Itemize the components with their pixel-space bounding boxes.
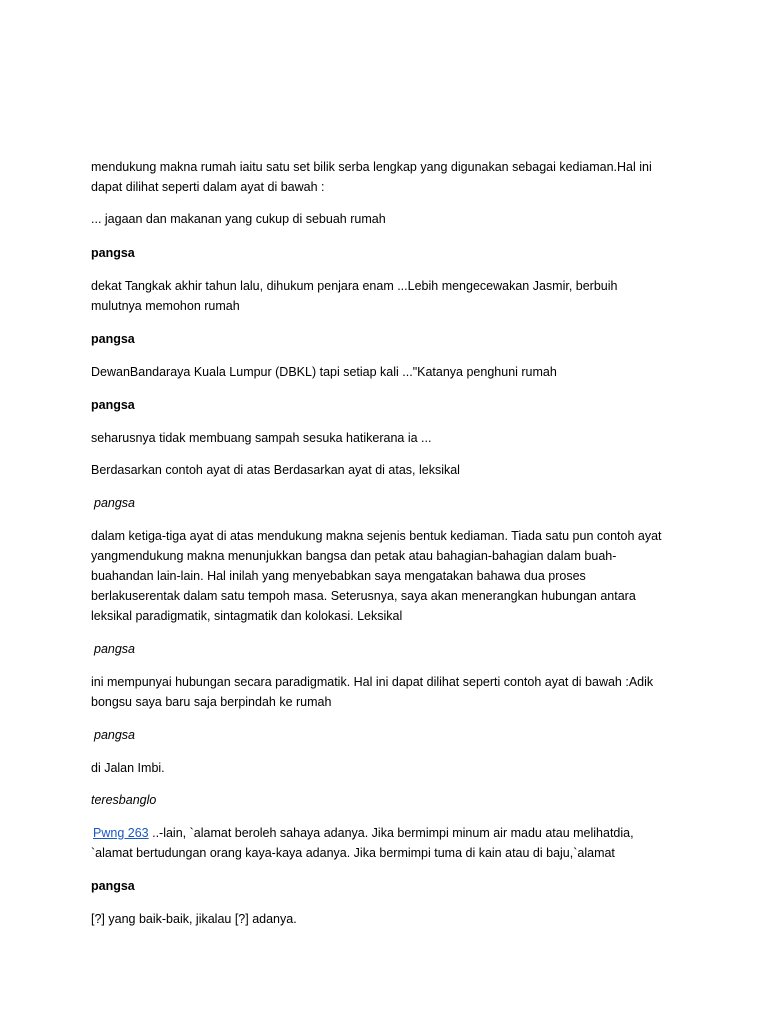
- example-sentence-3: DewanBandaraya Kuala Lumpur (DBKL) tapi setiap kali ..."Katanya penghuni rumah: [91, 365, 557, 379]
- paragraph-paradigmatik: [91, 672, 691, 712]
- pwng-263-link[interactable]: Pwng 263: [93, 826, 149, 840]
- example-sentence-1: ... jagaan dan makanan yang cukup di sebuah rumah: [91, 212, 386, 226]
- italic-pangsa-1: pangsa: [94, 496, 136, 510]
- keyword-pangsa-3: pangsa: [91, 398, 135, 412]
- text-line: mulutnya memohon rumah: [91, 299, 240, 313]
- italic-teresbanglo: teresbanglo: [91, 793, 157, 807]
- example-sentence-last: [?] yang baik-baik, jikalau [?] adanya.: [91, 912, 297, 926]
- text-line: `alamat bertudungan orang kaya-kaya adanya. Jika bermimpi tuma di kain atau di baju,`alamat: [91, 846, 615, 860]
- example-sentence-4: seharusnya tidak membuang sampah sesuka hatikerana ia ...: [91, 431, 432, 445]
- text-line: yangmendukung makna menunjukkan bangsa dan petak atau bahagian-bahagian dalam buah-: [91, 549, 617, 563]
- text-line: [91, 823, 691, 843]
- text-line: ini mempunyai hubungan secara paradigmatik. Hal ini dapat dilihat seperti contoh ayat di bawah :Adik: [91, 675, 654, 689]
- italic-pangsa-2: pangsa: [94, 642, 136, 656]
- text-line: dapat dilihat seperti dalam ayat di bawah :: [91, 180, 325, 194]
- paragraph-pwng-citation: [91, 823, 691, 863]
- paragraph-ketiga-tiga: [91, 526, 691, 626]
- paragraph-rumah-definition: [91, 157, 691, 197]
- text-line: dalam ketiga-tiga ayat di atas mendukung makna sejenis bentuk kediaman. Tiada satu pun contoh ayat: [91, 529, 662, 543]
- text-line: bongsu saya baru saja berpindah ke rumah: [91, 695, 332, 709]
- italic-pangsa-3: pangsa: [94, 728, 136, 742]
- example-sentence-2: [91, 276, 691, 316]
- text-line: berlakuserentak dalam satu tempoh masa. Seterusnya, saya akan menerangkan hubungan antara: [91, 589, 636, 603]
- text-line: buahandan lain-lain. Hal inilah yang menyebabkan saya mengatakan bahawa dua proses: [91, 569, 586, 583]
- keyword-pangsa-1: pangsa: [91, 246, 135, 260]
- example-sentence-jalan-imbi: di Jalan Imbi.: [91, 761, 165, 775]
- text-line: mendukung makna rumah iaitu satu set bilik serba lengkap yang digunakan sebagai kediaman.Hal ini: [91, 160, 652, 174]
- paragraph-berdasarkan: Berdasarkan contoh ayat di atas Berdasarkan ayat di atas, leksikal: [91, 463, 460, 477]
- text-line: leksikal paradigmatik, sintagmatik dan kolokasi. Leksikal: [91, 609, 403, 623]
- text-line: dekat Tangkak akhir tahun lalu, dihukum penjara enam ...Lebih mengecewakan Jasmir, berbuih: [91, 279, 618, 293]
- text-line-rest: ..-lain, `alamat beroleh sahaya adanya. Jika bermimpi minum air madu atau melihatdia,: [152, 826, 634, 840]
- keyword-pangsa-4: pangsa: [91, 879, 135, 893]
- keyword-pangsa-2: pangsa: [91, 332, 135, 346]
